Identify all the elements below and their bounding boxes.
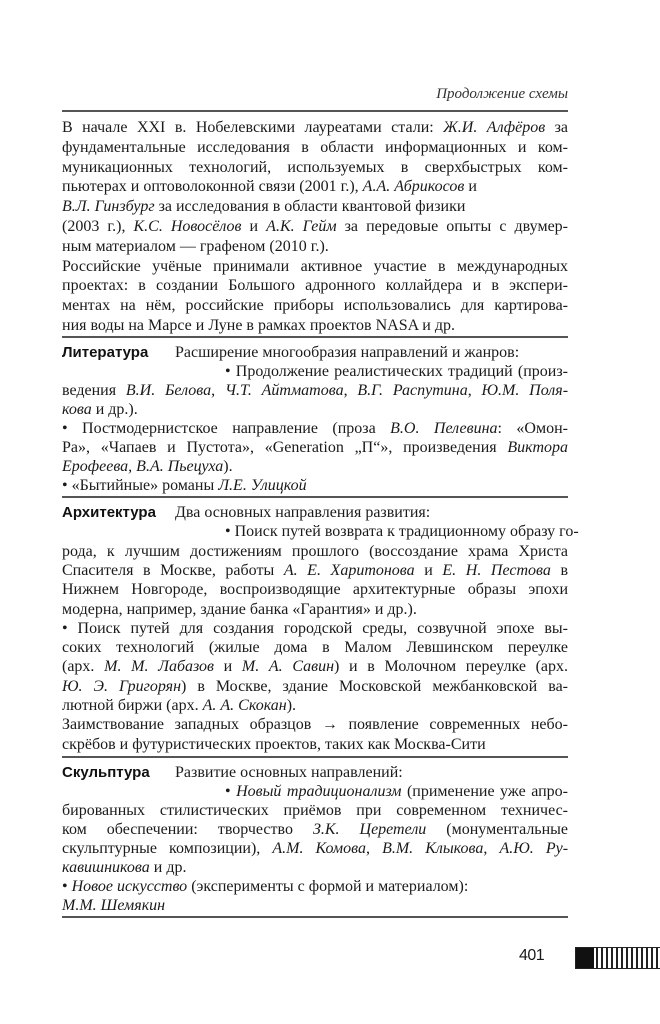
page-number: 401: [519, 947, 545, 964]
italic-name: А. А. Скокан: [202, 697, 287, 714]
text-segment: проектах: в создании Большого адронного коллайдера и в экспери-: [62, 277, 568, 295]
text-segment: Два основных направления развития:: [175, 504, 431, 521]
text-segment: рода, к лучшим достижениям прошлого (воссоздание храма Христа: [62, 542, 568, 560]
text-segment: и: [213, 658, 242, 676]
italic-name: В.О. Пелевина: [390, 420, 498, 437]
italic-name: В.Л. Гинзбург: [62, 198, 155, 216]
text-segment: ,: [211, 382, 225, 399]
italic-name: кова: [62, 401, 92, 418]
text-segment: соких технологий (жилые дома в Малом Левшинском переулке: [62, 639, 568, 657]
text-segment: •: [225, 783, 237, 800]
section-heading: Архитектура: [62, 504, 156, 521]
text-line: [62, 316, 568, 335]
text-line: [62, 600, 568, 619]
italic-name: М. М. Лабазов: [104, 658, 214, 676]
text-line: [175, 763, 568, 782]
text-line: [62, 638, 568, 657]
text-line: [62, 839, 568, 858]
italic-name: А.М. Комова: [272, 840, 366, 857]
text-line: [62, 237, 568, 256]
page-marker-bar: [575, 947, 660, 969]
running-header: Продолжение схемы: [436, 86, 568, 102]
text-segment: Расширение многообразия направлений и жанров:: [175, 344, 520, 361]
text-segment: бированных стилистических приёмов при современном техничес-: [62, 802, 568, 819]
italic-name: В.Г. Распутина: [357, 382, 468, 399]
text-line: [225, 522, 579, 541]
text-line: [62, 619, 568, 638]
italic-name: Ж.И. Алфёров: [443, 119, 546, 136]
text-line: [62, 118, 568, 137]
text-line: [62, 801, 568, 820]
text-line: [62, 158, 568, 177]
text-line: [175, 343, 568, 362]
text-line: [62, 715, 568, 734]
text-segment: (монументальные: [426, 821, 569, 838]
italic-name: Л.Е. Улицкой: [218, 477, 307, 494]
text-segment: ,: [343, 382, 358, 399]
italic-name: Ерофеева, В.А. Пьецуха: [62, 458, 224, 475]
text-segment: В начале XXI в. Нобелевскими лауреатами стали:: [62, 119, 444, 136]
text-line: [62, 400, 568, 419]
italic-name: кавишникова: [62, 859, 150, 876]
text-segment: ).: [286, 697, 297, 714]
text-segment: (арх.: [62, 658, 105, 676]
text-segment: и: [464, 178, 477, 196]
divider: [62, 756, 568, 758]
text-segment: ком обеспечении: творчество: [62, 821, 313, 838]
text-line: [62, 276, 568, 295]
text-segment: (2003 г.),: [62, 218, 134, 235]
text-segment: муникационных технологий, используемых в сверхбыстрых ком-: [62, 158, 568, 176]
italic-name: Новый традиционализм: [236, 783, 402, 800]
text-line: [62, 138, 568, 157]
italic-name: А.К. Гейм: [266, 218, 337, 235]
italic-name: З.К. Церетели: [312, 821, 427, 838]
text-line: [62, 197, 568, 216]
text-segment: пьютерах и оптоволоконной связи (2001 г.),: [62, 178, 363, 196]
text-segment: ния воды на Марсе и Луне в рамках проектов NASA и др.: [62, 317, 455, 334]
text-segment: в: [550, 561, 569, 579]
text-segment: ,: [483, 840, 500, 857]
text-segment: ведения: [62, 382, 126, 399]
text-segment: • Постмодернистское направление (проза: [62, 420, 391, 437]
text-segment: ным материалом — графеном (2010 г.).: [62, 237, 329, 255]
italic-name: В.И. Белова: [125, 382, 212, 399]
text-segment: фундаментальные исследования в области информационных и ком-: [62, 138, 568, 156]
text-line: [225, 782, 568, 801]
text-segment: • Поиск путей возврата к традиционному образу го-: [225, 523, 579, 541]
text-segment: и др.).: [91, 401, 138, 418]
text-line: [62, 657, 568, 676]
text-line: [62, 381, 568, 400]
text-segment: модерна, например, здание банка «Гарантия» и др.).: [62, 600, 417, 618]
text-segment: ) и в Молочном переулке (арх.: [334, 658, 569, 676]
text-line: [62, 580, 568, 599]
divider: [62, 110, 568, 112]
text-segment: лютной биржи (арх.: [62, 697, 203, 714]
text-line: [62, 419, 568, 438]
text-segment: Российские учёные принимали активное участие в международных: [62, 257, 568, 275]
text-segment: Спасителя в Москве, работы: [62, 561, 284, 579]
text-line: [62, 735, 568, 754]
text-segment: ,: [467, 382, 482, 399]
text-segment: (эксперименты с формой и материалом):: [187, 878, 469, 895]
text-segment: ментах на нём, российские приборы использовались для картирова-: [62, 297, 568, 315]
section-heading: Литература: [62, 344, 149, 361]
text-segment: : «Омон-: [497, 420, 568, 437]
text-segment: ).: [223, 458, 233, 475]
text-segment: • «Бытийные» романы: [62, 477, 219, 494]
text-segment: • Поиск путей для создания городской среды, созвучной эпохе вы-: [62, 619, 568, 637]
text-line: [62, 217, 568, 236]
italic-name: Ю.М. Поля-: [481, 382, 569, 399]
text-segment: Развитие основных направлений:: [175, 764, 403, 781]
text-segment: за исследования в области квантовой физики: [154, 198, 466, 216]
text-segment: Ра», «Чапаев и Пустота», «Generation „П“», произведения: [62, 439, 508, 456]
text-segment: ,: [365, 840, 383, 857]
text-line: [225, 362, 568, 381]
italic-name: А.А. Абрикосов: [362, 178, 465, 196]
divider: [62, 496, 568, 498]
text-segment: •: [62, 878, 72, 895]
text-line: [62, 542, 568, 561]
text-segment: (применение уже апро-: [401, 783, 568, 800]
text-segment: ) в Москве, здание Московской межбанковской ва-: [181, 677, 568, 695]
italic-name: Ю. Э. Григорян: [62, 677, 182, 695]
italic-name: Е. Н. Пестова: [442, 561, 551, 579]
italic-name: М. А. Савин: [241, 658, 335, 676]
text-segment: скульптурные композиции),: [62, 840, 273, 857]
text-line: [62, 296, 568, 315]
text-line: [62, 177, 568, 196]
divider: [62, 916, 568, 918]
italic-name: Виктора: [507, 439, 568, 456]
italic-name: М.М. Шемякин: [62, 897, 166, 914]
text-line: [62, 677, 568, 696]
text-line: [62, 877, 568, 896]
italic-name: К.С. Новосёлов: [133, 218, 242, 235]
text-segment: Заимствование западных образцов → появление современных небо-: [62, 716, 568, 734]
text-segment: и: [241, 218, 267, 235]
italic-name: Ч.Т. Айтматова: [224, 382, 344, 399]
text-segment: • Продолжение реалистических традиций (произ-: [225, 363, 568, 380]
text-line: [62, 438, 568, 457]
text-segment: скрёбов и футуристических проектов, таких как Москва-Сити: [62, 735, 486, 753]
text-segment: за передовые опыты с двумер-: [336, 218, 569, 235]
text-line: [62, 896, 568, 915]
italic-name: А. Е. Харитонова: [283, 561, 415, 579]
text-line: [62, 476, 568, 495]
text-segment: Нижнем Новгороде, воспроизводящие архитектурные образы эпохи: [62, 581, 568, 599]
text-line: [62, 858, 568, 877]
text-line: [175, 503, 568, 522]
text-line: [62, 696, 568, 715]
text-segment: и: [414, 561, 443, 579]
italic-name: В.М. Клыкова: [382, 840, 484, 857]
text-segment: за: [545, 119, 568, 136]
italic-name: А.Ю. Ру-: [499, 840, 569, 857]
italic-name: Новое искусство: [71, 878, 188, 895]
text-line: [62, 257, 568, 276]
section-heading: Скульптура: [62, 764, 150, 781]
text-line: [62, 820, 568, 839]
text-line: [62, 561, 568, 580]
text-line: [62, 457, 568, 476]
divider: [62, 336, 568, 338]
text-segment: и др.: [149, 859, 187, 876]
